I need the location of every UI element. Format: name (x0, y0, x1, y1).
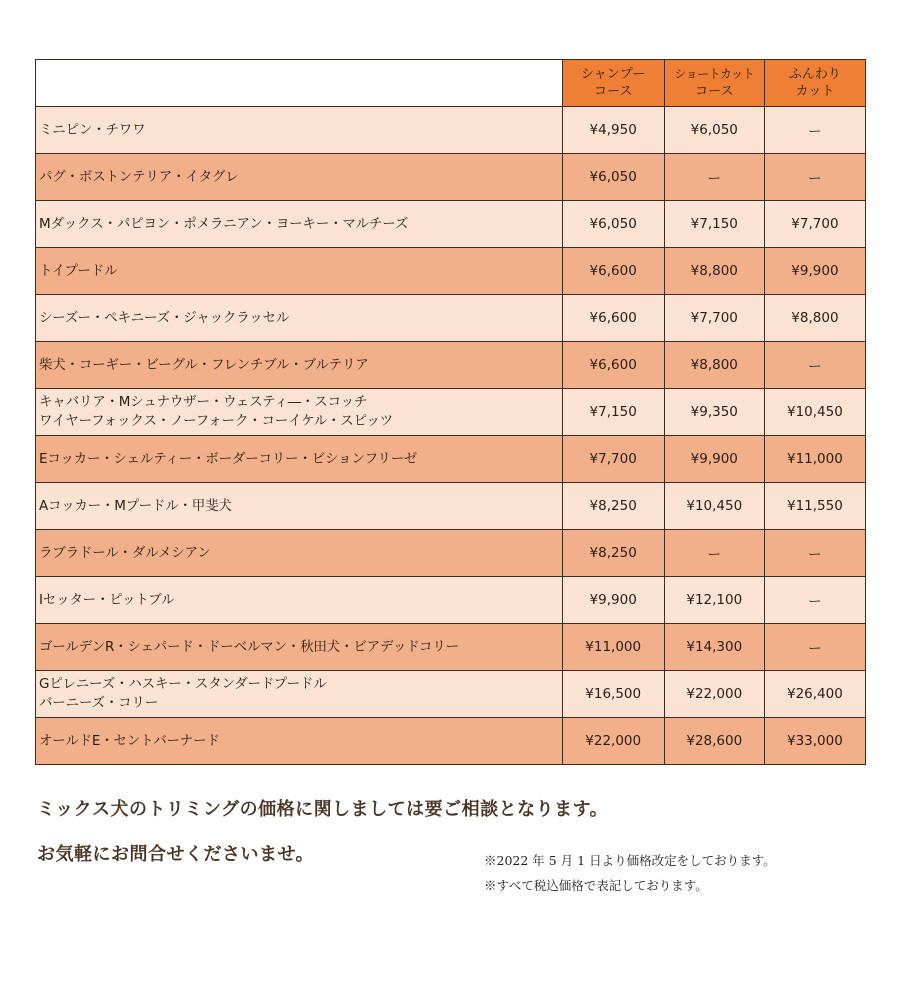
header-shampoo-course (562, 60, 664, 107)
breed-name: ラブラドール・ダルメシアン (39, 544, 211, 561)
breed-name: パグ・ボストンテリア・イタグレ (39, 168, 239, 185)
fluffy-price-cell: ¥7,700 (764, 201, 865, 248)
breed-name: バーニーズ・コリー (39, 695, 159, 711)
breed-cell (36, 483, 563, 530)
breed-name: ミニピン・チワワ (39, 121, 146, 138)
short-price-cell: ー (664, 530, 764, 577)
shampoo-price-cell: ¥6,600 (562, 342, 664, 389)
price-row (36, 107, 866, 154)
breed-cell (36, 248, 563, 295)
short-price-cell: ¥6,050 (664, 107, 764, 154)
header-shampoo-line1: シャンプー (581, 67, 646, 82)
breed-cell (36, 577, 563, 624)
price-row (36, 436, 866, 483)
shampoo-price-cell: ¥6,600 (562, 295, 664, 342)
shampoo-price-cell: ¥6,050 (562, 154, 664, 201)
header-shampoo-line2: コース (594, 84, 633, 99)
breed-name: キャバリア・Mシュナウザー・ウェスティ―・スコッチ (39, 394, 368, 410)
fluffy-price-cell: ¥8,800 (764, 295, 865, 342)
tax-included-note: ※すべて税込価格で表記しております。 (484, 878, 708, 893)
short-price-cell: ¥10,450 (664, 483, 764, 530)
price-row (36, 201, 866, 248)
breed-cell (36, 107, 563, 154)
price-row (36, 295, 866, 342)
shampoo-price-cell: ¥22,000 (562, 718, 664, 765)
breed-name: 柴犬・コーギー・ビーグル・フレンチブル・ブルテリア (39, 356, 369, 373)
fluffy-price-cell: ¥26,400 (764, 671, 865, 718)
price-revision-note: ※2022 年 5 月 1 日より価格改定をしております。 (484, 853, 776, 868)
header-row (36, 60, 866, 107)
fluffy-price-cell: ー (764, 342, 865, 389)
shampoo-price-cell: ¥6,050 (562, 201, 664, 248)
shampoo-price-cell: ¥7,150 (562, 389, 664, 436)
short-price-cell: ¥14,300 (664, 624, 764, 671)
breed-name: Gピレニーズ・ハスキー・スタンダードプードル (39, 676, 327, 692)
header-shortcut-line1: ショートカット (674, 67, 755, 81)
contact-note: お気軽にお問合せくださいませ。 (37, 844, 314, 865)
fluffy-price-cell: ー (764, 530, 865, 577)
fluffy-price-cell: ¥9,900 (764, 248, 865, 295)
fluffy-price-cell: ¥11,550 (764, 483, 865, 530)
header-fluffy-line1: ふんわり (788, 67, 841, 82)
breed-name: ワイヤーフォックス・ノーフォーク・コーイケル・スピッツ (39, 413, 393, 429)
breed-cell (36, 530, 563, 577)
price-row (36, 154, 866, 201)
fluffy-price-cell: ー (764, 624, 865, 671)
breed-cell (36, 436, 563, 483)
short-price-cell: ¥12,100 (664, 577, 764, 624)
short-price-cell: ¥9,900 (664, 436, 764, 483)
breed-name: Eコッカー・シェルティー・ボーダーコリー・ビションフリーゼ (39, 450, 418, 467)
price-row (36, 624, 866, 671)
fluffy-price-cell: ー (764, 577, 865, 624)
shampoo-price-cell: ¥7,700 (562, 436, 664, 483)
price-row (36, 718, 866, 765)
fluffy-price-cell: ー (764, 107, 865, 154)
short-price-cell: ¥8,800 (664, 342, 764, 389)
price-row (36, 248, 866, 295)
shampoo-price-cell: ¥11,000 (562, 624, 664, 671)
price-row (36, 483, 866, 530)
shampoo-price-cell: ¥6,600 (562, 248, 664, 295)
short-price-cell: ¥22,000 (664, 671, 764, 718)
breed-cell (36, 624, 563, 671)
price-row (36, 389, 866, 436)
mix-dog-note: ミックス犬のトリミングの価格に関しましては要ご相談となります。 (37, 799, 609, 820)
shampoo-price-cell: ¥4,950 (562, 107, 664, 154)
fluffy-price-cell: ¥33,000 (764, 718, 865, 765)
short-price-cell: ¥9,350 (664, 389, 764, 436)
short-price-cell: ー (664, 154, 764, 201)
price-table (35, 59, 866, 765)
header-shortcut-line2: コース (695, 84, 734, 99)
price-row (36, 671, 866, 718)
short-price-cell: ¥8,800 (664, 248, 764, 295)
price-row (36, 577, 866, 624)
short-price-cell: ¥7,700 (664, 295, 764, 342)
header-shortcut-course (664, 60, 764, 107)
breed-cell (36, 671, 563, 718)
shampoo-price-cell: ¥8,250 (562, 483, 664, 530)
breed-cell (36, 389, 563, 436)
breed-name: Iセッター・ピットブル (39, 591, 175, 608)
short-price-cell: ¥28,600 (664, 718, 764, 765)
breed-cell (36, 154, 563, 201)
breed-name: オールドE・セントバーナード (39, 732, 220, 749)
breed-cell (36, 295, 563, 342)
breed-name: Aコッカー・Mプードル・甲斐犬 (39, 497, 232, 514)
shampoo-price-cell: ¥16,500 (562, 671, 664, 718)
breed-name: トイプードル (39, 262, 118, 279)
breed-cell (36, 342, 563, 389)
header-blank-cell (36, 60, 563, 107)
shampoo-price-cell: ¥8,250 (562, 530, 664, 577)
shampoo-price-cell: ¥9,900 (562, 577, 664, 624)
breed-cell (36, 201, 563, 248)
price-row (36, 530, 866, 577)
header-fluffy-cut (764, 60, 865, 107)
breed-name: Mダックス・パピヨン・ポメラニアン・ヨーキー・マルチーズ (39, 215, 409, 232)
breed-cell (36, 718, 563, 765)
fluffy-price-cell: ¥10,450 (764, 389, 865, 436)
price-row (36, 342, 866, 389)
short-price-cell: ¥7,150 (664, 201, 764, 248)
fluffy-price-cell: ー (764, 154, 865, 201)
breed-name: ゴールデンR・シェパード・ドーベルマン・秋田犬・ビアデッドコリー (39, 638, 459, 655)
header-fluffy-line2: カット (795, 84, 835, 99)
fluffy-price-cell: ¥11,000 (764, 436, 865, 483)
breed-name: シーズー・ペキニーズ・ジャックラッセル (39, 309, 290, 326)
